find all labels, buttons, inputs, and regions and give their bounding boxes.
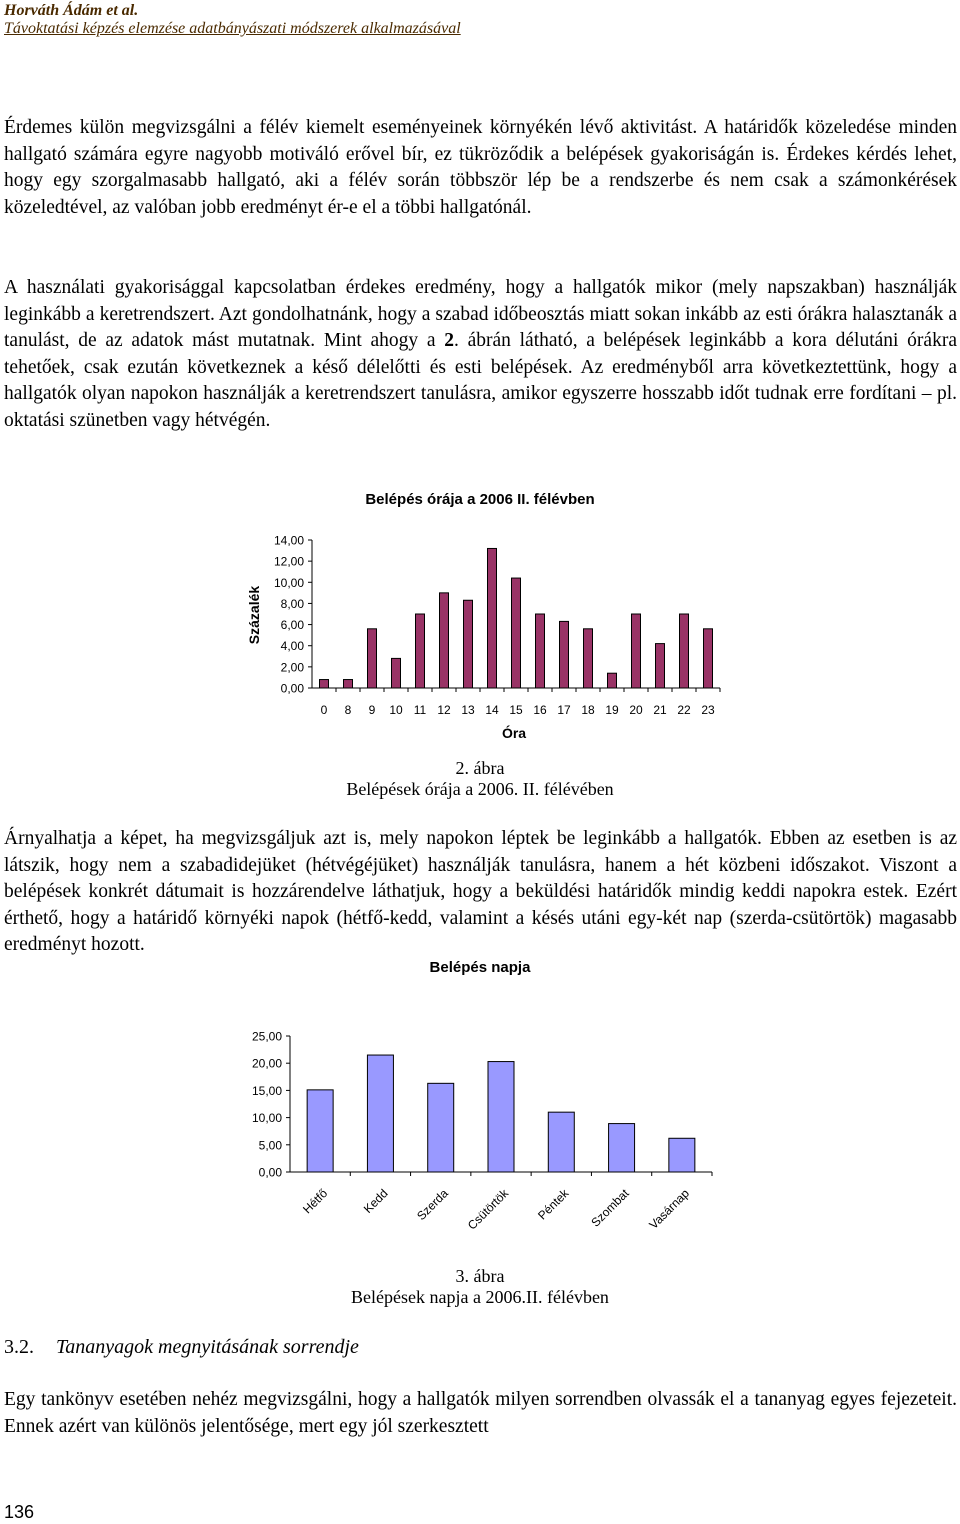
y-tick-label: 6,00	[280, 618, 304, 633]
x-tick-label: 8	[344, 703, 352, 717]
section-heading	[4, 1336, 359, 1359]
bar	[608, 673, 617, 688]
chart-title: Belépés napja	[429, 959, 531, 976]
bar	[428, 1083, 454, 1172]
day-bar-chart	[0, 950, 960, 1250]
y-tick-label: 10,00	[273, 575, 304, 590]
x-tick-label: 22	[677, 703, 691, 717]
y-tick-label: 2,00	[280, 660, 304, 675]
page-number: 136	[4, 1502, 35, 1522]
bar	[584, 629, 593, 688]
paragraph-3: Árnyalhatja a képet, ha megvizsgáljuk azt is, mely napokon léptek be leginkább a hallgatók. Ebben az esetben is az látszik, hogy nem a szabadidejüket (hétvégéjüket) használják tanulásra, hanem a hét közbeni időszakot. Viszont a belépések konkrét dátumait is hozzárendelve láthatjuk, hogy a beküldési határidők mindig keddi napokra estek. Ezért érthető, hogy a határidő környéki napok (hétfő-kedd, valamint a késés utáni egy-két nap (szerda-csütörtök) magasabb eredményt hozott.	[4, 828, 957, 955]
x-tick-label: 14	[485, 703, 499, 717]
figure-2-caption	[0, 758, 960, 800]
x-tick-label: Kedd	[360, 1186, 391, 1216]
x-tick-label: 19	[605, 703, 619, 717]
y-tick-label: 8,00	[280, 596, 304, 611]
bar	[307, 1090, 333, 1172]
hour-bar-chart	[0, 480, 960, 750]
y-tick-label: 15,00	[251, 1083, 282, 1098]
bar	[368, 629, 377, 688]
x-tick-label: 0	[320, 703, 328, 717]
bar	[464, 600, 473, 688]
bar	[320, 680, 329, 688]
y-tick-label: 4,00	[280, 639, 304, 654]
bar	[560, 621, 569, 688]
x-axis-label: Óra	[501, 725, 527, 741]
x-tick-label: 17	[557, 703, 571, 717]
x-tick-label: 15	[509, 703, 523, 717]
x-tick-label: Csütörtök	[464, 1186, 512, 1233]
bar	[488, 1062, 514, 1172]
bar	[704, 629, 713, 688]
x-tick-label: 20	[629, 703, 643, 717]
x-tick-label: 13	[461, 703, 475, 717]
bar	[416, 614, 425, 688]
paragraph-1: Érdemes külön megvizsgálni a félév kiemelt eseményeinek környékén lévő aktivitást. A határidők közeledése minden hallgató számára egyre nagyobb motiváló erővel bír, ez tükröződik a belépések gyakoriságán is. Érdekes kérdés lehet, hogy egy szorgalmasabb hallgató, aki a félév során többször lép be a rendszerbe és nem csak a számonkérések közeledtével, az valóban jobb eredményt ér-e el a többi hallgatónál.	[4, 117, 957, 218]
bar	[536, 614, 545, 688]
section-title: Tananyagok megnyitásának sorrendje	[56, 1336, 359, 1358]
y-tick-label: 0,00	[258, 1165, 282, 1180]
y-tick-label: 0,00	[280, 681, 304, 696]
y-tick-label: 5,00	[258, 1138, 282, 1153]
y-tick-label: 10,00	[251, 1111, 282, 1126]
x-tick-label: 11	[413, 703, 427, 717]
x-tick-label: 23	[701, 703, 715, 717]
bar	[632, 614, 641, 688]
paragraph-4: Egy tankönyv esetében nehéz megvizsgálni, hogy a hallgatók milyen sorrendben olvassák el a tananyag egyes fejezeteit. Ennek azért van különös jelentősége, mert egy jól szerkesztett	[4, 1389, 957, 1437]
x-tick-label: 9	[368, 703, 376, 717]
y-axis-label: Százalék	[246, 585, 262, 645]
bar	[548, 1112, 574, 1172]
figure-2-number: 2. ábra	[455, 758, 505, 778]
section-number: 3.2.	[4, 1336, 34, 1358]
bar	[669, 1138, 695, 1172]
bar	[656, 644, 665, 688]
bar	[367, 1055, 393, 1172]
x-tick-label: 12	[437, 703, 451, 717]
bar	[440, 593, 449, 688]
x-tick-label: Szerda	[414, 1186, 451, 1224]
figure-3-caption	[0, 1266, 960, 1308]
paragraph-2-part-a: A használati gyakorisággal kapcsolatban érdekes eredmény, hogy a hallgatók mikor (mely napszakban) használják leginkább a keretrendszert. Azt gondolhatnánk, hogy a szabad időbeosztás miatt sokan inkább az esti órákra halasztanák a tanulást, de az adatok mást mutatnak. Mint ahogy a	[4, 277, 957, 351]
y-tick-label: 20,00	[251, 1056, 282, 1071]
bar	[344, 680, 353, 688]
running-header	[4, 2, 954, 38]
figure-reference: 2	[444, 330, 454, 351]
x-tick-label: Vasárnap	[646, 1186, 692, 1232]
figure-3-text: Belépések napja a 2006.II. félévben	[351, 1287, 609, 1307]
header-author: Horváth Ádám et al.	[4, 2, 139, 19]
x-tick-label: 16	[533, 703, 547, 717]
y-tick-label: 12,00	[273, 554, 304, 569]
bar	[392, 658, 401, 688]
figure-2-text: Belépések órája a 2006. II. félévében	[346, 779, 614, 799]
paragraph-2-part-b: . ábrán látható, a belépések leginkább a kora délutáni órákra tehetőek, csak ezután következnek a késő délelőtti és esti belépések. Az eredményből arra következtettünk, hogy a hallgatók olyan napokon használják a keretrendszert tanulásra, amikor egyszerre hosszabb időt tudnak erre fordítani – pl. oktatási szünetben vagy hétvégén.	[4, 330, 957, 431]
bar	[488, 548, 497, 688]
bar	[680, 614, 689, 688]
x-tick-label: Hétfő	[300, 1186, 331, 1217]
paragraph-2	[4, 275, 957, 434]
bar	[512, 578, 521, 688]
figure-3-number: 3. ábra	[455, 1266, 505, 1286]
x-tick-label: Szombat	[588, 1186, 632, 1230]
y-tick-label: 14,00	[273, 533, 304, 548]
header-title: Távoktatási képzés elemzése adatbányászati módszerek alkalmazásával	[4, 20, 461, 37]
x-tick-label: 10	[389, 703, 403, 717]
bar	[609, 1124, 635, 1172]
x-tick-label: 18	[581, 703, 595, 717]
chart-title: Belépés órája a 2006 II. félévben	[365, 491, 595, 508]
x-tick-label: 21	[653, 703, 667, 717]
x-tick-label: Péntek	[535, 1186, 572, 1223]
y-tick-label: 25,00	[251, 1029, 282, 1044]
